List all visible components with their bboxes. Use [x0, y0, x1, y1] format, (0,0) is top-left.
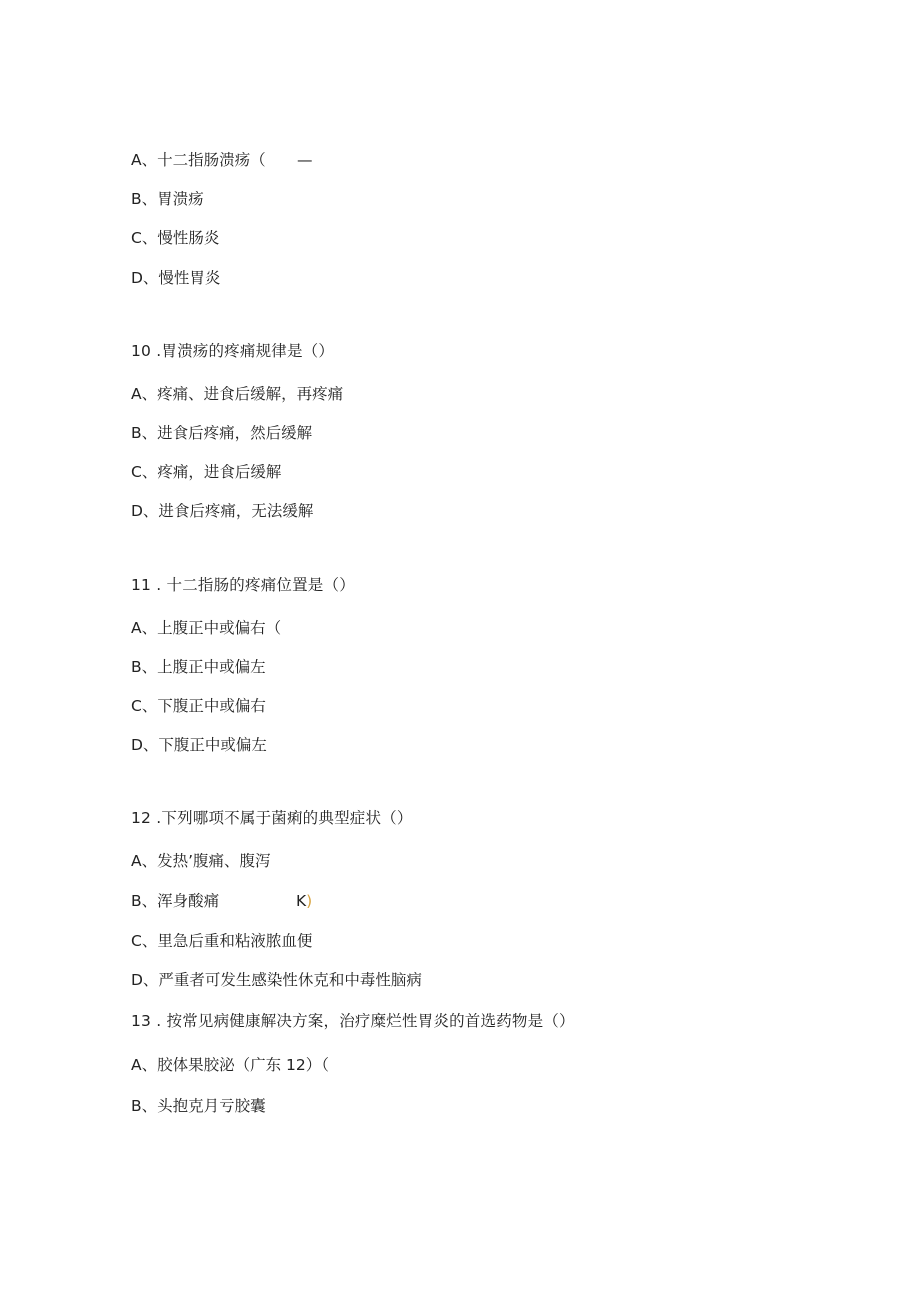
q13-title: 13 . 按常见病健康解决方案，治疗糜烂性胃炎的首选药物是（） — [131, 1012, 575, 1030]
q9-option-b: B、胃溃疡 — [131, 190, 204, 208]
q12-mark-paren: ) — [306, 892, 313, 910]
q10-title: 10 .胃溃疡的疼痛规律是（） — [131, 342, 335, 360]
q9-option-c: C、慢性肠炎 — [131, 229, 220, 247]
q11-option-a: A、上腹正中或偏右（ — [131, 619, 282, 637]
q9-dash: — — [297, 151, 313, 169]
q12-option-a: A、发热’腹痛、腹泻 — [131, 852, 271, 870]
q11-option-b: B、上腹正中或偏左 — [131, 658, 266, 676]
q13-option-b: B、头抱克月亏胶囊 — [131, 1097, 266, 1115]
q10-option-b: B、进食后疼痛，然后缓解 — [131, 424, 313, 442]
q12-option-b: B、浑身酸痛 — [131, 892, 220, 910]
q9-option-a: A、十二指肠溃疡（ — [131, 151, 266, 169]
q12-option-c: C、里急后重和粘液脓血便 — [131, 932, 313, 950]
q11-title: 11 . 十二指肠的疼痛位置是（） — [131, 576, 355, 594]
q12-mark-letter: K — [296, 892, 307, 910]
q10-option-a: A、疼痛、进食后缓解，再疼痛 — [131, 385, 344, 403]
q12-mark — [296, 891, 312, 911]
q10-option-c: C、疼痛，进食后缓解 — [131, 463, 282, 481]
q13-option-a: A、胶体果胶泌（广东 12）（ — [131, 1056, 330, 1074]
q11-option-d: D、下腹正中或偏左 — [131, 736, 267, 754]
q10-option-d: D、进食后疼痛，无法缓解 — [131, 502, 314, 520]
q12-title: 12 .下列哪项不属于菌痢的典型症状（） — [131, 809, 413, 827]
q11-option-c: C、下腹正中或偏右 — [131, 697, 266, 715]
q12-option-d: D、严重者可发生感染性休克和中毒性脑病 — [131, 971, 422, 989]
q9-option-d: D、慢性胃炎 — [131, 269, 221, 287]
